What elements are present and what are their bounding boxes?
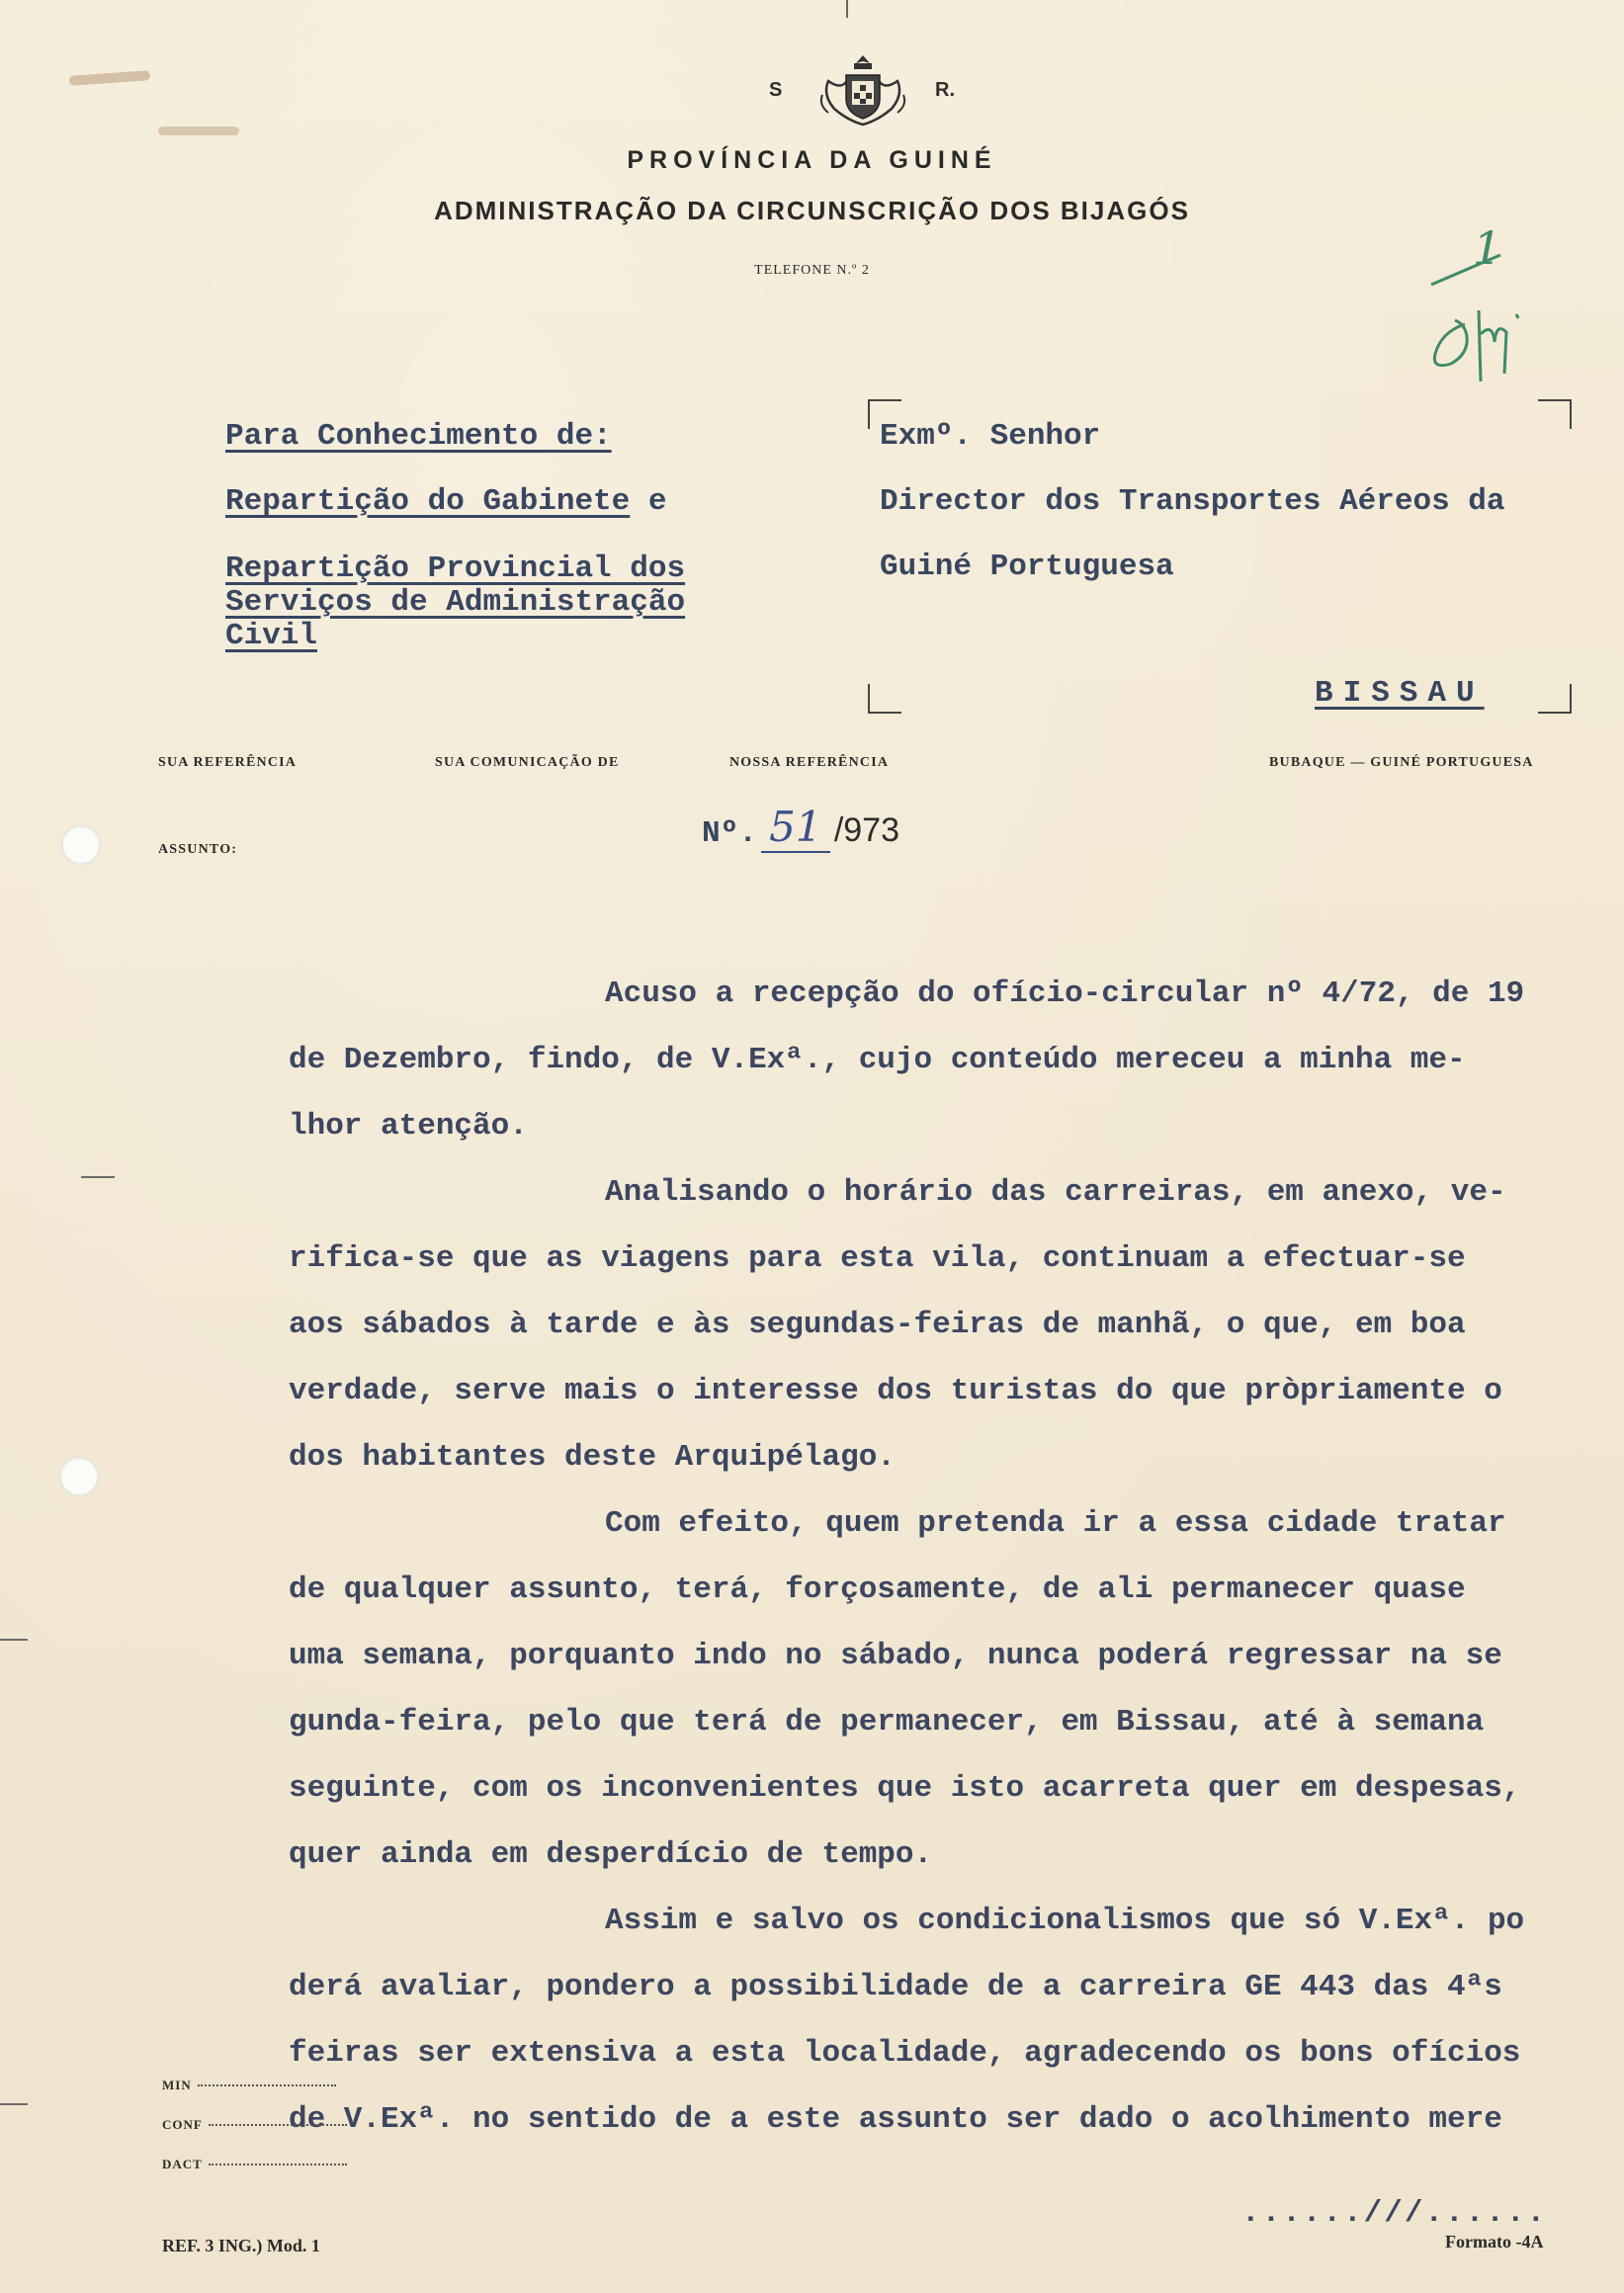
body-line: feiras ser extensiva a esta localidade, agradecendo os bons ofícios (289, 2036, 1521, 2071)
nossa-referencia-label: NOSSA REFERÊNCIA (729, 755, 890, 770)
body-line: de V.Exª. no sentido de a este assunto ser dado o acolhimento mere (289, 2102, 1502, 2137)
body-line: derá avaliar, pondero a possibilidade de a carreira GE 443 das 4ªs (289, 1970, 1502, 2004)
recipient-city: BISSAU (1315, 676, 1485, 711)
recipient-salutation: Exmº. Senhor (880, 419, 1101, 454)
body-line: quer ainda em desperdício de tempo. (289, 1837, 933, 1872)
body-line: gunda-feira, pelo que terá de permanecer, em Bissau, até à semana (289, 1705, 1485, 1740)
body-line: aos sábados à tarde e às segundas-feiras de manhã, o que, em boa (289, 1308, 1466, 1342)
body-line: de Dezembro, findo, de V.Exª., cujo conteúdo mereceu a minha me- (289, 1043, 1466, 1077)
fold-mark (81, 1176, 115, 1178)
reference-number-value: 51 (761, 803, 830, 853)
body-line: rifica-se que as viagens para esta vila, continuam a efectuar-se (289, 1241, 1466, 1276)
window-corner-bottom-right (1538, 684, 1572, 714)
cc-line-4: Civil (225, 619, 318, 653)
recipient-line-1: Director dos Transportes Aéreos da (880, 484, 1505, 519)
annotation-number: 1 (1473, 221, 1502, 275)
form-reference: REF. 3 ING.) Mod. 1 (162, 2236, 320, 2255)
telephone-line: TELEFONE N.º 2 (754, 263, 870, 278)
margin-mark (0, 1639, 28, 1641)
province-heading: PROVÍNCIA DA GUINÉ (627, 146, 997, 174)
dact-field (162, 2157, 347, 2172)
reference-number (702, 803, 899, 853)
crest-right-letter: R. (935, 79, 955, 101)
conf-field (162, 2117, 347, 2133)
cc-line-1: Repartição do Gabinete (225, 484, 631, 519)
body-line: Analisando o horário das carreiras, em anexo, ve- (605, 1175, 1506, 1210)
min-label: MIN (162, 2078, 192, 2092)
window-corner-bottom-left (868, 684, 901, 714)
sua-referencia-label: SUA REFERÊNCIA (158, 755, 298, 770)
min-dotted-line (198, 2084, 336, 2086)
body-line: dos habitantes deste Arquipélago. (289, 1440, 896, 1475)
place-label: BUBAQUE — GUINÉ PORTUGUESA (1269, 755, 1534, 770)
crest-left-letter: S (769, 79, 783, 101)
min-field (162, 2078, 336, 2093)
body-line: seguinte, com os inconvenientes que isto acarreta quer em despesas, (289, 1771, 1521, 1806)
margin-mark (0, 2103, 28, 2105)
conf-dotted-line (209, 2124, 347, 2126)
coat-of-arms-icon (814, 51, 911, 128)
initials-signature-icon (1421, 215, 1570, 423)
stain-mark (158, 127, 239, 135)
cc-title: Para Conhecimento de: (225, 419, 612, 454)
reference-number-prefix: Nº. (702, 816, 757, 851)
administration-heading: ADMINISTRAÇÃO DA CIRCUNSCRIÇÃO DOS BIJAGÓS (434, 196, 1190, 225)
cc-line-1-suffix: e (647, 484, 667, 519)
recipient-line-2: Guiné Portuguesa (880, 550, 1174, 584)
top-center-mark (846, 0, 848, 18)
body-line: Com efeito, quem pretenda ir a essa cidade tratar (605, 1506, 1506, 1541)
dact-dotted-line (209, 2164, 347, 2166)
reference-number-suffix: /973 (833, 811, 899, 849)
cc-line-1-wrap (225, 484, 667, 519)
continuation-mark: ......///...... (1241, 2196, 1548, 2231)
conf-label: CONF (162, 2117, 203, 2132)
punch-hole-top (61, 825, 101, 865)
body-line: verdade, serve mais o interesse dos turistas do que pròpriamente o (289, 1374, 1502, 1408)
cc-line-3: Serviços de Administração (225, 585, 686, 620)
handwritten-annotation (1421, 215, 1570, 423)
body-line: Assim e salvo os condicionalismos que só V.Exª. po (605, 1904, 1525, 1938)
form-format: Formato -4A (1445, 2232, 1544, 2251)
sua-comunicacao-label: SUA COMUNICAÇÃO DE (435, 755, 620, 770)
stain-mark (69, 70, 150, 86)
window-corner-top-right (1538, 399, 1572, 429)
punch-hole-bottom (59, 1457, 99, 1496)
dact-label: DACT (162, 2157, 203, 2171)
body-line: Acuso a recepção do ofício-circular nº 4/72, de 19 (605, 977, 1525, 1011)
assunto-label: ASSUNTO: (158, 842, 238, 857)
body-line: uma semana, porquanto indo no sábado, nunca poderá regressar na se (289, 1639, 1502, 1673)
body-line: lhor atenção. (289, 1109, 528, 1144)
body-line: de qualquer assunto, terá, forçosamente, de ali permanecer quase (289, 1572, 1466, 1607)
cc-line-2: Repartição Provincial dos (225, 552, 686, 586)
